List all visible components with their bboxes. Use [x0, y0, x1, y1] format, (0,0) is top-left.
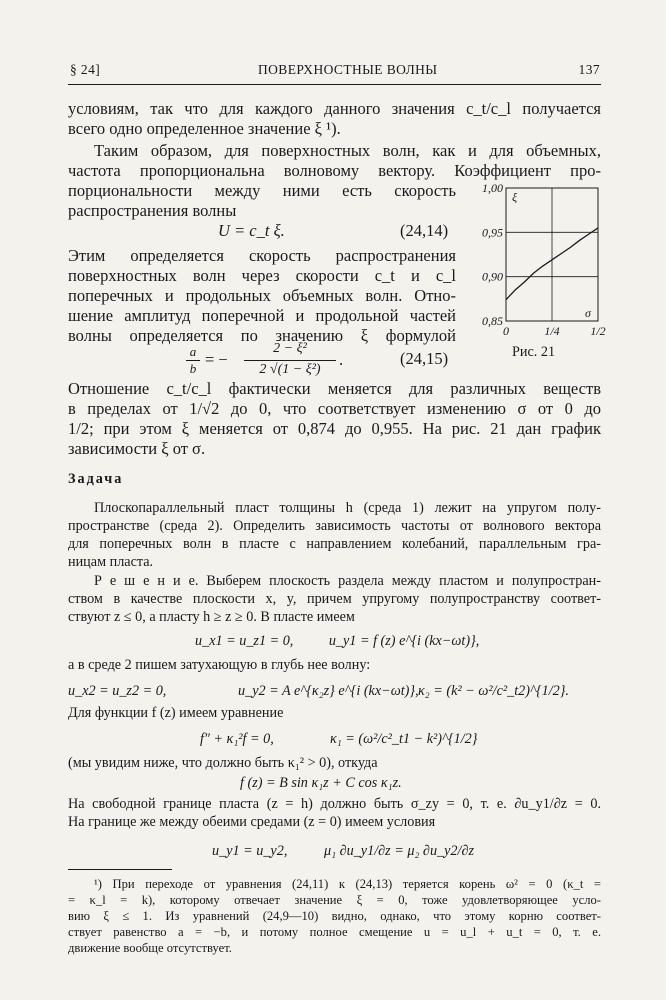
x-tick-label: 0	[503, 324, 509, 338]
text-line: Этим определяется скорость распространения	[68, 246, 456, 265]
text-line: поперечных и продольных объемных волн. Отно-	[68, 286, 456, 305]
eq-equals: = −	[205, 350, 228, 369]
y-tick-label: 0,95	[482, 225, 503, 240]
problem-heading: Задача	[68, 471, 124, 487]
equation-bc-a: u_y1 = u_y2,	[212, 843, 288, 859]
eq-lhs-denominator: b	[189, 361, 197, 376]
equation-layer: u_x1 = u_z1 = 0, u_y1 = f (z) e^{i (kx−ωt)},	[195, 633, 480, 649]
figure-caption: Рис. 21	[512, 344, 556, 360]
y-tick-label: 0,90	[482, 269, 503, 284]
text-line: На границе же между обеими средами (z = 0) имеем условия	[68, 814, 436, 830]
equation-f-solution: f (z) = B sin κ₁z + C cos κ₁z.	[240, 775, 402, 791]
page-number: 137	[578, 62, 600, 77]
text-line: зависимости ξ от σ.	[68, 439, 206, 458]
footnote-line: движение вообще отсутствует.	[68, 941, 232, 955]
text-line: 1/2; при этом ξ меняется от 0,874 до 0,955. На рис. 21 дан график	[68, 419, 601, 438]
text-line: Р е ш е н и е. Выберем плоскость раздела между пластом и полупростран-	[94, 573, 601, 589]
text-line: распространения волны	[68, 201, 237, 220]
eq-rhs-denominator: 2 √(1 − ξ²)	[259, 362, 321, 377]
text-line: Таким образом, для поверхностных волн, как и для объемных,	[94, 141, 601, 160]
text-line: в пределах от 1/√2 до 0, что соответствует изменению σ от 0 до	[68, 399, 601, 418]
equation-24-14: U = c_t ξ.	[218, 221, 285, 240]
equation-halfspace-c: κ₂ = (k² − ω²/c²_t2)^{1/2}.	[418, 683, 569, 699]
equation-f-b: κ₁ = (ω²/c²_t1 − k²)^{1/2}	[330, 731, 478, 747]
fraction-bar	[244, 360, 336, 361]
x-tick-label: 1/4	[544, 324, 560, 338]
y-tick-label: 0,85	[482, 314, 503, 328]
x-tick-label: 1/2	[590, 324, 606, 338]
y-axis-label: ξ	[512, 190, 518, 204]
x-axis-label: σ	[585, 306, 591, 320]
equation-halfspace-b: u_y2 = A e^{κ₂z} e^{i (kx−ωt)},	[238, 683, 419, 699]
text-line: ствуют z ≤ 0, а пласту h ≥ z ≥ 0. В пласте имеем	[68, 609, 355, 625]
equation-number: (24,15)	[400, 349, 449, 368]
text-line: (мы увидим ниже, что должно быть κ₁² > 0), откуда	[68, 755, 378, 771]
text-line: а в среде 2 пишем затухающую в глубь нее волну:	[68, 657, 371, 673]
footnote-line: ствует равенство a = −b, и потому полное смещение u = u_l + u_t = 0, т. е.	[68, 925, 601, 939]
text-line: На свободной границе пласта (z = h) должно быть σ_zy = 0, т. е. ∂u_y1/∂z = 0.	[68, 796, 601, 812]
running-title: ПОВЕРХНОСТНЫЕ ВОЛНЫ	[258, 62, 438, 77]
equation-f-a: f″ + κ₁²f = 0,	[200, 731, 274, 747]
eq-lhs-numerator: a	[189, 344, 197, 359]
text-line: шение амплитуд поперечной и продольной частей	[68, 306, 456, 325]
equation-halfspace-a: u_x2 = u_z2 = 0,	[68, 683, 167, 699]
text-line: условиям, так что для каждого данного значения c_t/c_l получается	[68, 99, 601, 118]
eq-rhs-numerator: 2 − ξ²	[273, 341, 307, 356]
text-line: порциональности между ними есть скорость	[68, 181, 456, 200]
text-line: Плоскопараллельный пласт толщины h (среда 1) лежит на упругом полу-	[94, 500, 601, 516]
text-line: Для функции f (z) имеем уравнение	[68, 705, 284, 721]
footnote-line: = κ_l = k), которому отвечает значение ξ = 0, тоже удовлетворяющее усло-	[68, 893, 601, 907]
text-line: Отношение c_t/c_l фактически меняется для различных веществ	[68, 379, 601, 398]
text-line: ницам пласта.	[68, 554, 154, 570]
text-line: пространстве (среда 2). Определить зависимость частоты от волнового вектора	[68, 518, 601, 534]
footnote-rule	[68, 869, 172, 870]
footnote-line: ¹) При переходе от уравнения (24,11) к (24,13) теряется корень ω² = 0 (κ_t =	[94, 877, 601, 891]
text-line: ством в качестве плоскости x, y, причем упругому полупространству соответ-	[68, 591, 601, 607]
text-line: частота пропорциональна волновому вектору. Коэффициент про-	[68, 161, 601, 180]
text-line: волны определяется по значению ξ формулой	[68, 326, 456, 345]
eq-period: .	[339, 350, 344, 369]
figure-21-chart	[452, 176, 608, 368]
equation-bc-b: μ₁ ∂u_y1/∂z = μ₂ ∂u_y2/∂z	[324, 843, 474, 859]
y-tick-label: 1,00	[482, 181, 503, 195]
text-line: поверхностных волн через скорости c_t и c_l	[68, 266, 456, 285]
section-marker: § 24]	[70, 62, 101, 77]
header-rule	[68, 84, 601, 85]
text-line: всего одно определенное значение ξ ¹).	[68, 119, 341, 138]
equation-number: (24,14)	[400, 221, 449, 240]
footnote-line: вию ξ ≤ 1. Из уравнений (24,9—10) видно, однако, что этому корню соответ-	[68, 909, 601, 923]
text-line: для поперечных волн в пласте с направлением колебаний, параллельным гра-	[68, 536, 601, 552]
